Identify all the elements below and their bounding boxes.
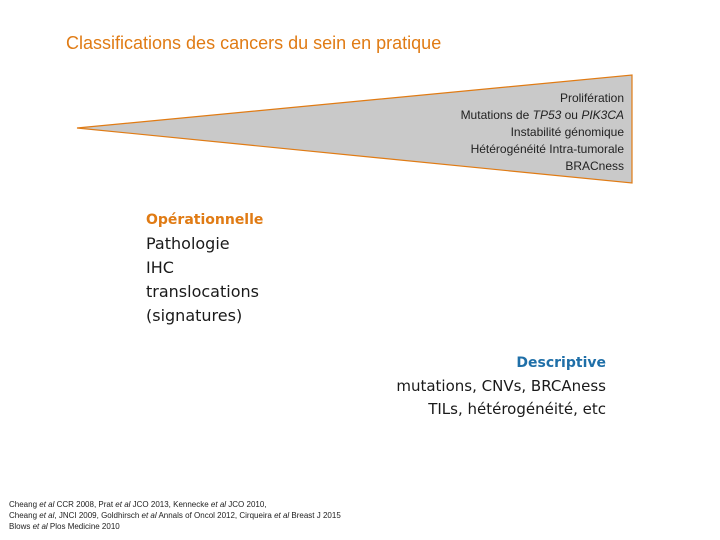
- wedge-text: Prolifération: [559, 91, 624, 105]
- descriptive-block: [396, 352, 606, 421]
- operational-item: translocations: [146, 282, 259, 301]
- reference-text: Plos Medicine 2010: [47, 522, 120, 531]
- operational-item: IHC: [146, 258, 174, 277]
- wedge-line: [461, 141, 624, 158]
- reference-text: Cheang: [9, 500, 40, 509]
- reference-text: et al: [141, 511, 157, 520]
- wedge-text: BRACness: [565, 159, 624, 173]
- reference-text: Cheang: [9, 511, 40, 520]
- reference-text: JCO 2013, Kennecke: [130, 500, 211, 509]
- page-title: Classifications des cancers du sein en pratique: [66, 33, 442, 53]
- descriptive-list: [396, 375, 606, 421]
- wedge-text: ou: [561, 108, 582, 122]
- descriptive-item: mutations, CNVs, BRCAness: [396, 377, 606, 395]
- reference-text: Blows: [9, 522, 33, 531]
- wedge-text: Instabilité génomique: [510, 125, 624, 139]
- wedge-text: Mutations de: [460, 108, 533, 122]
- operational-heading: Opérationnelle: [146, 212, 264, 228]
- reference-text: Breast J 2015: [289, 511, 341, 520]
- references-block: [9, 499, 341, 532]
- descriptive-heading: Descriptive: [516, 355, 606, 371]
- wedge-text: Hétérogénéité Intra-tumorale: [470, 142, 624, 156]
- reference-text: et al: [115, 500, 131, 509]
- reference-text: JCO 2010,: [226, 500, 267, 509]
- operational-block: [146, 208, 263, 328]
- reference-text: et al: [32, 522, 48, 531]
- reference-line: [9, 510, 341, 521]
- operational-item: Pathologie: [146, 234, 230, 253]
- operational-list: [146, 232, 263, 328]
- reference-text: et al: [210, 500, 227, 509]
- operational-item: (signatures): [146, 306, 243, 325]
- reference-text: et al: [39, 511, 55, 520]
- wedge-text: PIK3CA: [581, 108, 624, 122]
- reference-text: Annals of Oncol 2012, Cirqueira: [156, 511, 275, 520]
- wedge-line: [461, 124, 624, 141]
- reference-line: [9, 499, 341, 510]
- reference-text: CCR 2008, Prat: [54, 500, 116, 509]
- wedge-line: [461, 90, 624, 107]
- reference-text: et al: [39, 500, 55, 509]
- wedge-text-block: [461, 90, 624, 175]
- wedge-line: [461, 158, 624, 175]
- reference-text: , JNCI 2009, Goldhirsch: [54, 511, 142, 520]
- wedge-text: TP53: [532, 108, 562, 122]
- reference-line: [9, 521, 341, 532]
- wedge-line: [461, 107, 624, 124]
- reference-text: et al: [274, 511, 290, 520]
- descriptive-item: TILs, hétérogénéité, etc: [428, 400, 606, 418]
